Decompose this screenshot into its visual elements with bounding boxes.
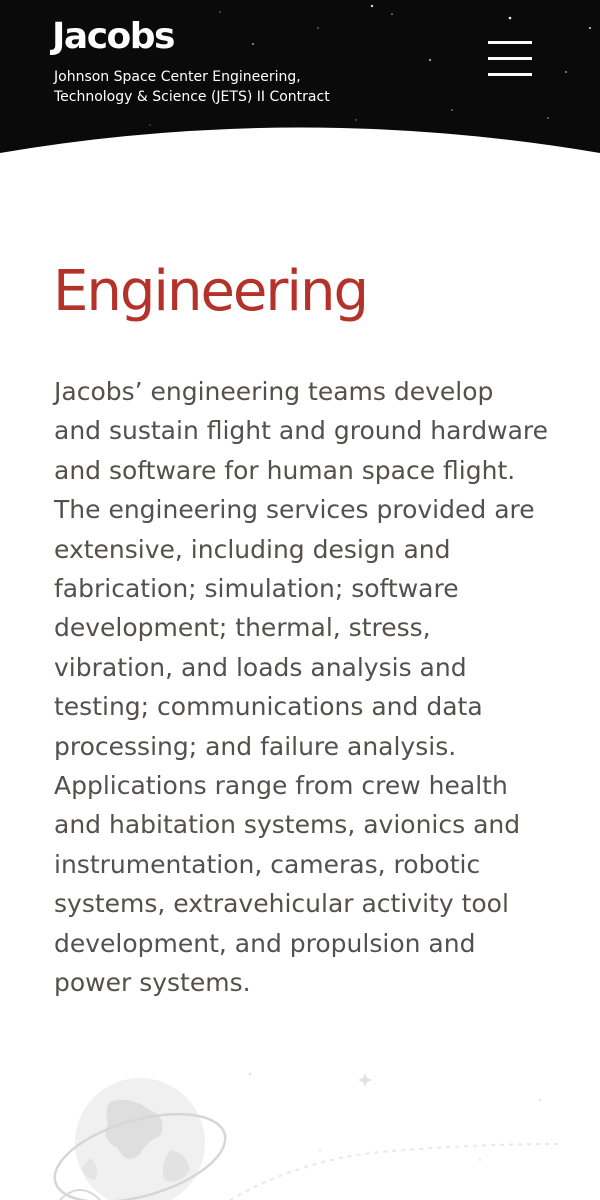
body-line: extensive, including design and [54, 534, 451, 564]
decor-sparkles [249, 1073, 542, 1162]
body-line: testing; communications and data [54, 692, 483, 722]
body-line: Jacobs’ engineering teams develop [54, 377, 494, 406]
subtitle-line-2: Technology & Science (JETS) II Contract [54, 89, 330, 105]
body-line: and software for human space flight. [54, 455, 516, 485]
engineering-description [54, 372, 574, 1003]
body-line: instrumentation, cameras, robotic [54, 849, 481, 879]
body-line: The engineering services provided are [54, 495, 535, 525]
body-line: development; thermal, stress, [54, 613, 431, 643]
body-line: and sustain flight and ground hardware [54, 416, 549, 446]
body-line: systems, extravehicular activity tool [54, 889, 509, 919]
globe-orbit-icon [0, 1040, 600, 1200]
body-line: fabrication; simulation; software [54, 574, 459, 604]
menu-button[interactable] [484, 38, 536, 80]
jacobs-logo[interactable]: Jacobs [52, 16, 174, 57]
body-line: development, and propulsion and [54, 928, 476, 958]
body-line: power systems. [54, 968, 251, 998]
subtitle-line-1: Johnson Space Center Engineering, [54, 69, 301, 85]
body-line: Applications range from crew health [54, 771, 508, 801]
page-title: Engineering [53, 259, 367, 324]
body-line: processing; and failure analysis. [54, 731, 457, 761]
body-line: and habitation systems, avionics and [54, 810, 521, 840]
contract-subtitle [54, 67, 374, 107]
body-line: vibration, and loads analysis and [54, 652, 467, 682]
site-header [0, 0, 600, 160]
